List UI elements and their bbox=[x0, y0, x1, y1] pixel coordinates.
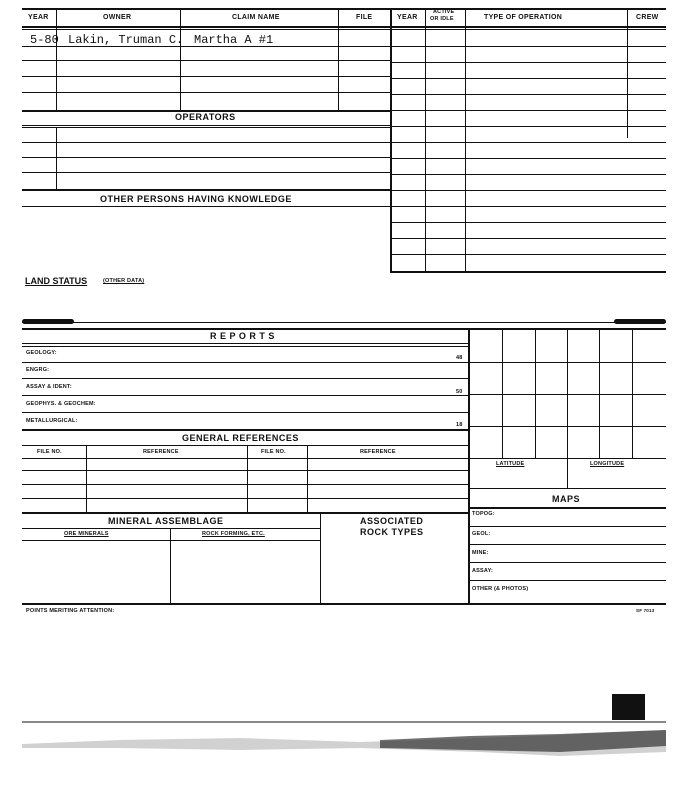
row1-year: 5-80 bbox=[30, 33, 59, 47]
header-active: ACTIVE bbox=[433, 9, 455, 15]
longitude-label: LONGITUDE bbox=[590, 461, 625, 467]
form-number: SF 7013 bbox=[636, 608, 655, 613]
header-year: YEAR bbox=[28, 14, 49, 21]
maps-title: MAPS bbox=[552, 494, 581, 504]
latitude-label: LATITUDE bbox=[496, 461, 525, 467]
ref-file-no-1: FILE NO. bbox=[37, 449, 62, 455]
operators-title: OPERATORS bbox=[175, 112, 236, 122]
rock-forming-header: ROCK FORMING, ETC. bbox=[202, 531, 265, 537]
ref-file-no-2: FILE NO. bbox=[261, 449, 286, 455]
points-meriting-attention: POINTS MERITING ATTENTION: bbox=[26, 608, 115, 614]
header-year-2: YEAR bbox=[397, 14, 418, 21]
reports-geology-num: 48 bbox=[456, 355, 463, 361]
maps-mine: MINE: bbox=[472, 550, 489, 556]
ref-reference-1: REFERENCE bbox=[143, 449, 179, 455]
associated-line1: ASSOCIATED bbox=[360, 516, 424, 526]
row1-owner: Lakin, Truman C. bbox=[68, 33, 184, 47]
row1-claim-name: Martha A #1 bbox=[194, 33, 274, 47]
reports-title: R E P O R T S bbox=[210, 331, 275, 341]
header-file: FILE bbox=[356, 14, 373, 21]
header-claim-name: CLAIM NAME bbox=[232, 14, 280, 21]
reports-geophys-label: GEOPHYS. & GEOCHEM: bbox=[26, 401, 96, 407]
header-owner: OWNER bbox=[103, 14, 132, 21]
maps-assay: ASSAY: bbox=[472, 568, 494, 574]
reports-metallurgical-num: 18 bbox=[456, 422, 463, 428]
maps-other: OTHER (& PHOTOS) bbox=[472, 586, 529, 592]
associated-line2: ROCK TYPES bbox=[360, 527, 424, 537]
maps-geol: GEOL: bbox=[472, 531, 491, 537]
reports-metallurgical-label: METALLURGICAL: bbox=[26, 418, 78, 424]
header-or-idle: OR IDLE bbox=[430, 16, 454, 22]
mineral-assemblage-title: MINERAL ASSEMBLAGE bbox=[108, 516, 224, 526]
ore-minerals-header: ORE MINERALS bbox=[64, 531, 109, 537]
land-status-title: LAND STATUS bbox=[25, 276, 88, 286]
reports-engrg-label: ENGRG: bbox=[26, 367, 50, 373]
reports-assay-num: 50 bbox=[456, 389, 463, 395]
reports-geology-label: GEOLOGY: bbox=[26, 350, 57, 356]
land-status-subtitle: (OTHER DATA) bbox=[103, 278, 145, 284]
reports-assay-label: ASSAY & IDENT: bbox=[26, 384, 72, 390]
header-type-of-operation: TYPE OF OPERATION bbox=[484, 14, 563, 21]
ref-reference-2: REFERENCE bbox=[360, 449, 396, 455]
other-persons-title: OTHER PERSONS HAVING KNOWLEDGE bbox=[100, 194, 292, 204]
maps-topog: TOPOG: bbox=[472, 511, 495, 517]
header-crew: CREW bbox=[636, 14, 659, 21]
general-references-title: GENERAL REFERENCES bbox=[182, 433, 299, 443]
